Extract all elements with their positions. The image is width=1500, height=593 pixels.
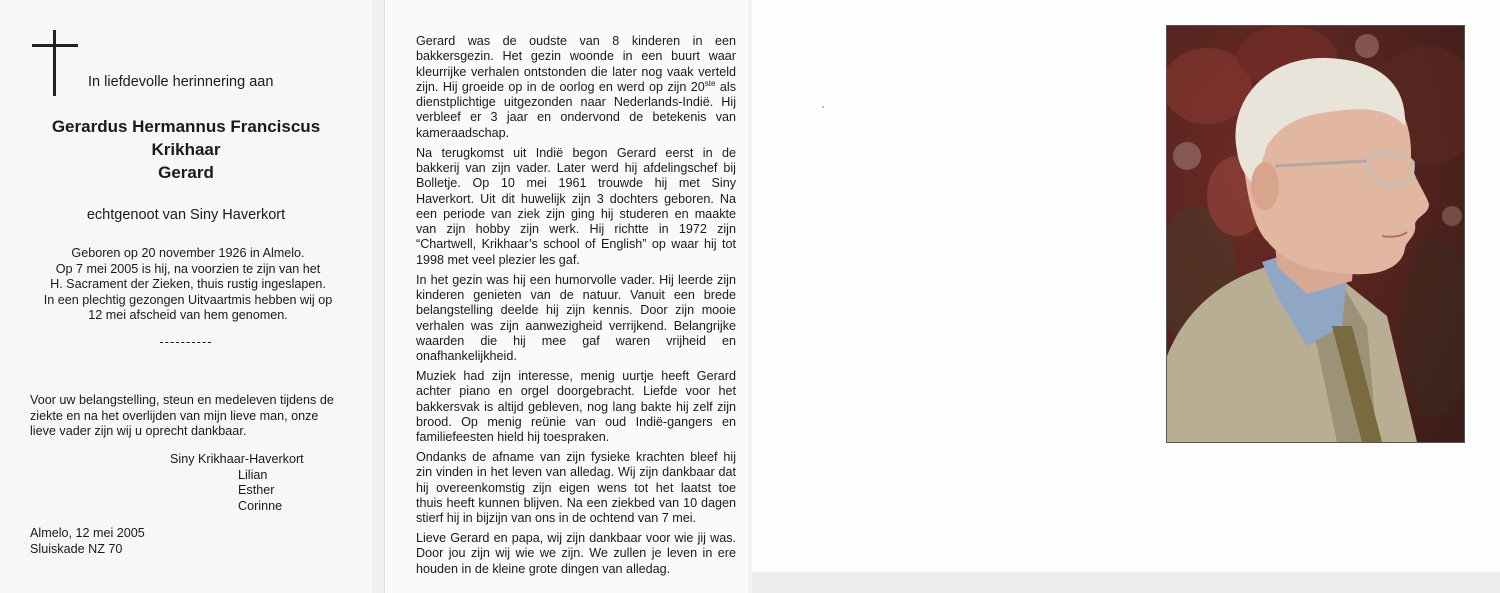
deceased-name-line-2: Krikhaar (151, 140, 221, 159)
signer-child: Esther (238, 483, 275, 498)
story-line: onafhankelijkheid. (416, 349, 517, 364)
ear (1251, 162, 1279, 210)
story-line: achter piano en orgel doorgebracht. Liefde voor het (416, 384, 736, 399)
story-line: een periode van ziek zijn ging hij studeren en maakte (416, 206, 736, 221)
street-address: Sluiskade NZ 70 (30, 541, 123, 556)
story-line: waarden die hij mee gaf waren vrijheid en (416, 333, 736, 348)
left-panel (0, 0, 372, 593)
portrait-photo (1166, 25, 1465, 443)
speck (822, 106, 824, 108)
story-line: verhalen was zijn aanwezigheid verrijkend. Belangrijke (416, 318, 736, 333)
story-line: Haverkort. Uit dit huwelijk zijn 3 dochters geboren. Na (416, 191, 736, 206)
story-line: kameraadschap. (416, 125, 510, 140)
story-paragraph (416, 369, 736, 445)
story-line: hij overeenkomstig zijn eigen wens tot het laatst toe (416, 480, 736, 495)
bio-line: In een plechtig gezongen Uitvaartmis hebben wij op (43, 292, 333, 307)
signer-child: Lilian (238, 467, 268, 482)
story-paragraph (416, 273, 736, 365)
story-line: Muziek had zijn interesse, menig uurtje heeft Gerard (416, 369, 736, 384)
story-paragraph (416, 450, 736, 526)
story-line: 1998 met veel plezier les gaf. (416, 252, 580, 267)
story-line: brood. Op menig reünie van oud Indië-gangers en (416, 414, 736, 429)
bio-block (30, 246, 346, 324)
thanks-line: ziekte en na het overlijden van mijn lieve man, onze (30, 408, 319, 423)
story-paragraph (416, 146, 736, 268)
story-line: familiefeesten hield hij toespraken. (416, 430, 610, 445)
story-line: Door jou zijn wij wie we zijn. We zullen je leven in ere (416, 546, 736, 561)
story-line: verbleef er 3 jaar en ondervond de betekenis van (416, 110, 736, 125)
story-line: belangstelling deelde hij zijn kennis. Door zijn mooie (416, 303, 736, 318)
story-line: zin vinden in het leven van alledag. Wij zijn dankbaar dat (416, 465, 736, 480)
portrait-illustration (1167, 26, 1464, 442)
story-line: Na terugkomst uit Indië begon Gerard eerst in de (416, 145, 736, 160)
bio-line: 12 mei afscheid van hem genomen. (88, 308, 288, 323)
intro-text: In liefdevolle herinnering aan (88, 74, 274, 90)
spouse-text: echtgenoot van Siny Haverkort (86, 207, 286, 223)
bio-line: H. Sacrament der Zieken, thuis rustig ingeslapen. (50, 277, 326, 292)
story-line: zijn. Hij groeide op in de oorlog en werd op zijn 20ste als (416, 78, 736, 94)
story-line: “Chartwell, Krikhaar’s school of English” op waar hij tot (416, 237, 736, 252)
story-line: bakkerij van zijn vader. Later werd hij afdelingschef bij (416, 160, 736, 175)
deceased-name-line-3: Gerard (158, 163, 214, 182)
story-line: Ondanks de afname van zijn fysieke krachten bleef hij (416, 450, 736, 465)
story-line: In het gezin was hij een humorvolle vader. Hij leerde zijn (416, 272, 736, 287)
bio-line: Geboren op 20 november 1926 in Almelo. (71, 246, 305, 260)
story-line: Gerard was de oudste van 8 kinderen in een (416, 34, 736, 48)
story-line: kinderen genieten van de natuur. Vanuit een brede (416, 287, 736, 302)
story-line: Lieve Gerard en papa, wij zijn dankbaar voor wie jij was. (416, 531, 736, 546)
story-line: thuis heeft kunnen blijven. Na een ziekbed van 10 dagen (416, 495, 736, 510)
fold-gap (372, 0, 384, 593)
story-line: van zijn hobby zijn werk. Hij richtte in 1972 zijn (416, 222, 736, 237)
bio-line: Op 7 mei 2005 is hij, na voorzien te zijn van het (55, 261, 321, 276)
place-date: Almelo, 12 mei 2005 (30, 526, 145, 540)
signer-child: Corinne (238, 498, 283, 513)
thanks-line: lieve vader zijn wij u oprecht dankbaar. (30, 424, 247, 439)
thanks-line: Voor uw belangstelling, steun en medeleven tijdens de (30, 393, 334, 407)
life-story (416, 34, 736, 582)
cross-icon (32, 30, 78, 96)
story-line: bakkersvak is altijd gebleven, nog lang bakte hij zelf zijn (416, 399, 736, 414)
story-paragraph (416, 34, 736, 141)
story-line: kleurrijke verhalen ontstonden die later nog vaak verteld (416, 64, 736, 79)
deceased-name-line-1: Gerardus Hermannus Franciscus (51, 117, 321, 136)
signer-spouse: Siny Krikhaar-Haverkort (170, 452, 304, 466)
separator: ---------- (159, 334, 213, 349)
story-line: houden in de kleine grote dingen van alledag. (416, 561, 671, 576)
story-line: dienstplichtige uitgezonden naar Nederlands-Indië. Hij (416, 95, 736, 110)
story-line: Bolletje. Op 10 mei 1961 trouwde hij met Siny (416, 176, 736, 191)
story-paragraph (416, 531, 736, 577)
address-block (30, 526, 145, 557)
signers-block (170, 452, 304, 514)
bottom-strip (752, 572, 1500, 593)
thanks-block (30, 393, 346, 440)
story-line: bakkersgezin. Het gezin woonde in een buurt waar (416, 49, 736, 64)
story-line: stierf hij in bijzijn van ons in de ochtend van 7 mei. (416, 511, 697, 526)
